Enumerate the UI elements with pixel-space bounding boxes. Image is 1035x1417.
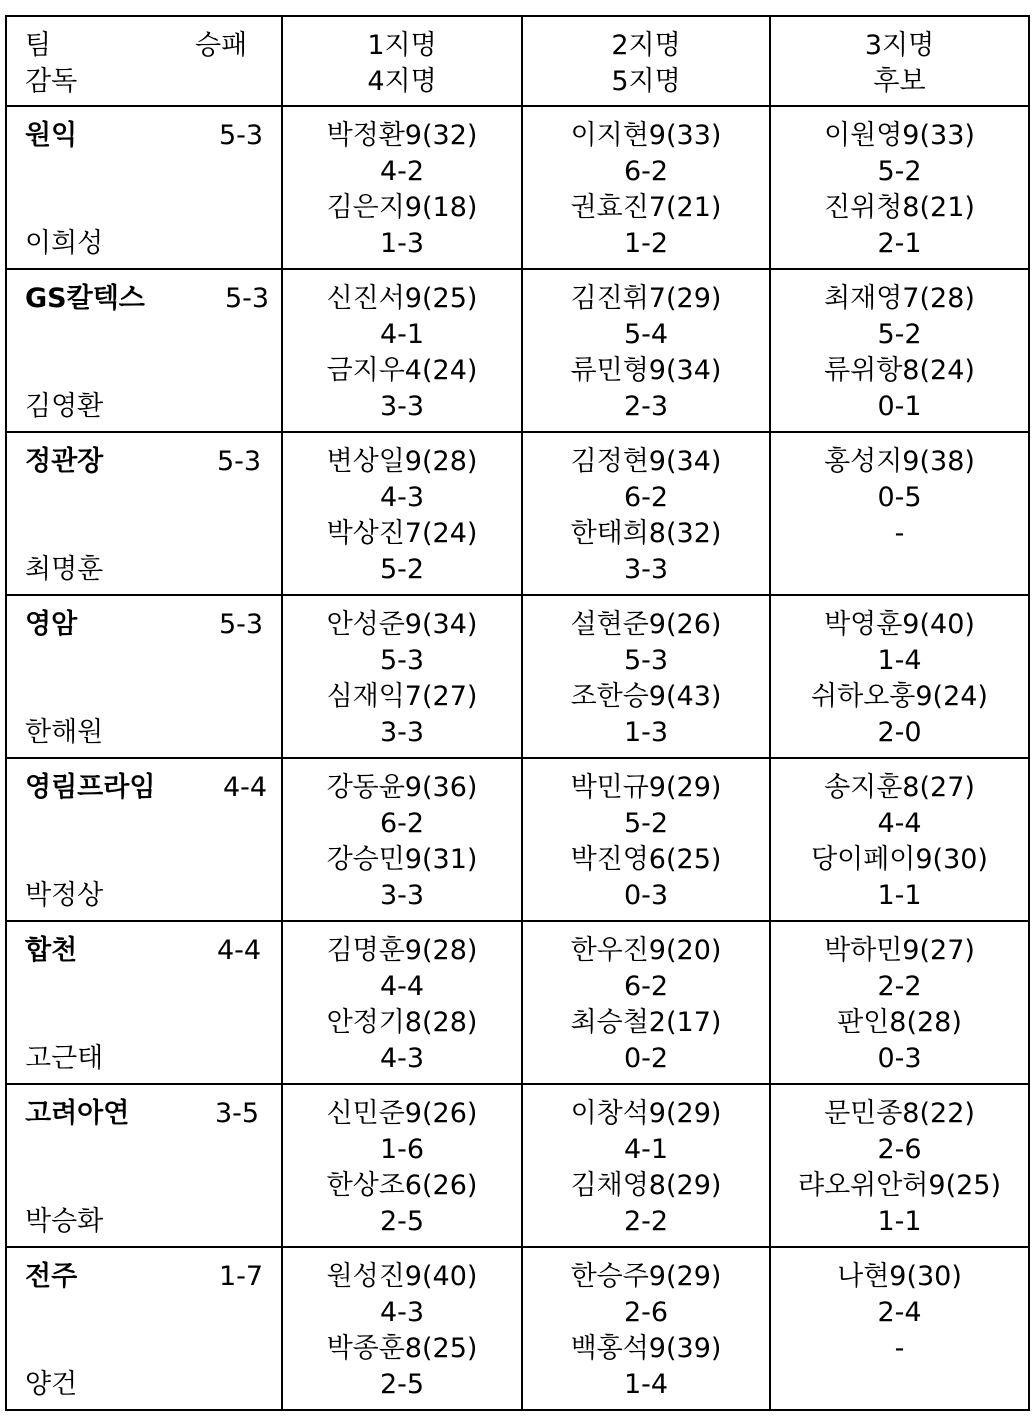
player-entry: 한상조6(26)	[326, 1170, 478, 1201]
pick-cell-3	[770, 1084, 1029, 1247]
player-entry: 나현9(30)	[837, 1261, 962, 1292]
player-record: 6-2	[623, 971, 669, 1002]
team-cell	[6, 269, 282, 432]
player-entry: 백홍석9(39)	[570, 1333, 722, 1364]
player-record: 1-2	[623, 228, 669, 259]
header-col2-line2: 5지명	[611, 66, 681, 97]
team-cell	[6, 921, 282, 1084]
player-entry: 강승민9(31)	[326, 844, 478, 875]
player-entry: 김명훈9(28)	[326, 935, 478, 966]
pick-cell-1	[282, 595, 522, 758]
player-record: 2-0	[877, 717, 922, 748]
player-entry: 조한승9(43)	[570, 681, 722, 712]
player-entry: 홍성지9(38)	[824, 446, 975, 477]
pick-cell-3	[770, 1247, 1029, 1410]
team-record: 5-3	[217, 446, 262, 477]
pick-cell-2	[522, 1247, 770, 1410]
pick-cell-3	[770, 106, 1029, 269]
player-entry: 변상일9(28)	[326, 446, 478, 477]
header-team-label: 팀	[25, 30, 52, 61]
player-entry: 권효진7(21)	[570, 192, 722, 223]
team-name: 전주	[25, 1261, 78, 1292]
team-name: 영암	[25, 609, 78, 640]
player-record: 5-2	[623, 808, 669, 839]
player-record	[771, 1367, 1028, 1403]
player-entry: 박진영6(25)	[570, 844, 722, 875]
player-record: 0-1	[877, 391, 922, 422]
player-entry: 설현준9(26)	[570, 609, 722, 640]
pick-cell-3	[770, 432, 1029, 595]
player-record: 5-2	[877, 156, 922, 187]
pick-cell-1	[282, 1247, 522, 1410]
player-record: 0-5	[877, 482, 922, 513]
player-entry: 박하민9(27)	[824, 935, 975, 966]
player-entry: 박민규9(29)	[570, 772, 722, 803]
player-record: 2-5	[379, 1206, 425, 1237]
team-name: 원익	[25, 120, 78, 151]
player-entry: 안성준9(34)	[326, 609, 478, 640]
player-record: 1-6	[379, 1134, 425, 1165]
player-entry: 쉬하오훙9(24)	[811, 681, 988, 712]
player-record: 0-3	[877, 1043, 922, 1074]
team-row	[6, 1084, 1029, 1247]
team-row	[6, 595, 1029, 758]
coach-name: 고근태	[25, 1043, 104, 1074]
coach-name: 한해원	[25, 717, 104, 748]
player-record: 2-6	[877, 1134, 922, 1165]
team-name: 합천	[25, 935, 78, 966]
player-record: 1-3	[379, 228, 425, 259]
player-entry: 판인8(28)	[837, 1007, 962, 1038]
pick-cell-2	[522, 269, 770, 432]
player-entry: 한승주9(29)	[570, 1261, 722, 1292]
coach-name: 최명훈	[25, 554, 104, 585]
header-col1-line2: 4지명	[367, 66, 437, 97]
player-entry: 류위항8(24)	[824, 355, 975, 386]
player-record: 3-3	[379, 391, 425, 422]
header-col3-line2: 후보	[873, 66, 926, 97]
player-entry: 한태희8(32)	[570, 518, 722, 549]
player-record: 5-4	[623, 319, 669, 350]
team-record: 4-4	[223, 772, 268, 803]
pick-cell-1	[282, 106, 522, 269]
player-record: 2-2	[877, 971, 922, 1002]
player-record: 4-3	[379, 1297, 425, 1328]
player-record	[771, 552, 1028, 588]
pick-cell-1	[282, 432, 522, 595]
header-coach-label: 감독	[25, 66, 78, 97]
player-entry: 김채영8(29)	[570, 1170, 722, 1201]
player-record: 6-2	[623, 482, 669, 513]
player-entry: 김은지9(18)	[326, 192, 478, 223]
header-col1-line1: 1지명	[367, 30, 437, 61]
player-record: 2-5	[379, 1369, 425, 1400]
player-record: 2-6	[623, 1297, 669, 1328]
coach-name: 양건	[25, 1369, 78, 1400]
team-row	[6, 921, 1029, 1084]
team-cell	[6, 432, 282, 595]
player-record: 2-2	[623, 1206, 669, 1237]
player-entry: 이창석9(29)	[570, 1098, 722, 1129]
team-name: 고려아연	[25, 1098, 130, 1129]
team-record: 5-3	[219, 120, 264, 151]
pick-cell-1	[282, 921, 522, 1084]
team-cell	[6, 106, 282, 269]
player-record: 0-2	[623, 1043, 669, 1074]
team-cell	[6, 1084, 282, 1247]
team-row	[6, 432, 1029, 595]
header-col3-line1: 3지명	[864, 30, 935, 61]
player-record: 5-2	[877, 319, 922, 350]
header-pick-3-reserve	[770, 16, 1029, 106]
team-name: 정관장	[25, 446, 104, 477]
player-entry: 진위청8(21)	[824, 192, 975, 223]
pick-cell-1	[282, 758, 522, 921]
team-record: 4-4	[217, 935, 262, 966]
player-record: 6-2	[379, 808, 425, 839]
player-entry: 원성진9(40)	[326, 1261, 478, 1292]
player-record: 1-3	[623, 717, 669, 748]
player-entry: 심재익7(27)	[326, 681, 478, 712]
pick-cell-2	[522, 758, 770, 921]
player-entry: 박종훈8(25)	[326, 1333, 478, 1364]
coach-name: 김영환	[25, 391, 104, 422]
player-record: 1-1	[877, 880, 922, 911]
team-cell	[6, 758, 282, 921]
player-record: 4-4	[877, 808, 922, 839]
team-row	[6, 106, 1029, 269]
team-row	[6, 1247, 1029, 1410]
header-row	[6, 16, 1029, 106]
player-record: 1-4	[877, 645, 922, 676]
player-record: 4-3	[379, 482, 425, 513]
pick-cell-3	[770, 758, 1029, 921]
coach-name: 박승화	[25, 1206, 104, 1237]
team-record: 3-5	[215, 1098, 260, 1129]
player-record: 5-2	[379, 554, 425, 585]
league-roster-table	[5, 15, 1030, 1411]
pick-cell-3	[770, 921, 1029, 1084]
player-record: 3-3	[379, 717, 425, 748]
player-record: 4-4	[379, 971, 425, 1002]
header-record-label: 승패	[195, 30, 248, 61]
header-col2-line1: 2지명	[611, 30, 681, 61]
player-record: 1-4	[623, 1369, 669, 1400]
player-entry: 이지현9(33)	[570, 120, 722, 151]
header-team-cell	[6, 16, 282, 106]
pick-cell-1	[282, 269, 522, 432]
player-record: 2-3	[623, 391, 669, 422]
player-record: 5-3	[623, 645, 669, 676]
player-entry: 최재영7(28)	[824, 283, 975, 314]
player-entry: -	[894, 518, 905, 549]
player-entry: 당이페이9(30)	[811, 844, 988, 875]
pick-cell-3	[770, 595, 1029, 758]
player-record: 2-1	[877, 228, 922, 259]
team-cell	[6, 1247, 282, 1410]
player-entry: 김진휘7(29)	[570, 283, 722, 314]
player-record: 6-2	[623, 156, 669, 187]
team-row	[6, 269, 1029, 432]
pick-cell-2	[522, 1084, 770, 1247]
pick-cell-2	[522, 921, 770, 1084]
team-record: 5-3	[219, 609, 264, 640]
header-pick-1-4	[282, 16, 522, 106]
player-entry: 송지훈8(27)	[824, 772, 975, 803]
player-record: 3-3	[623, 554, 669, 585]
team-record: 5-3	[225, 283, 270, 314]
team-name: GS칼텍스	[25, 283, 145, 314]
team-name: 영림프라임	[25, 772, 156, 803]
team-record: 1-7	[219, 1261, 264, 1292]
player-entry: 박상진7(24)	[326, 518, 478, 549]
player-entry: 류민형9(34)	[570, 355, 722, 386]
coach-name: 이희성	[25, 228, 104, 259]
player-entry: 랴오위안허9(25)	[797, 1170, 1001, 1201]
player-record: 1-1	[877, 1206, 922, 1237]
pick-cell-3	[770, 269, 1029, 432]
player-record: 2-4	[877, 1297, 922, 1328]
player-entry: 문민종8(22)	[824, 1098, 975, 1129]
pick-cell-2	[522, 106, 770, 269]
player-record: 4-1	[623, 1134, 669, 1165]
coach-name: 박정상	[25, 880, 104, 911]
player-entry: 박영훈9(40)	[824, 609, 975, 640]
player-entry: 김정현9(34)	[570, 446, 722, 477]
pick-cell-2	[522, 595, 770, 758]
pick-cell-2	[522, 432, 770, 595]
player-record: 4-1	[379, 319, 425, 350]
player-record: 4-3	[379, 1043, 425, 1074]
player-entry: -	[894, 1333, 905, 1364]
player-record: 0-3	[623, 880, 669, 911]
player-entry: 최승철2(17)	[570, 1007, 722, 1038]
player-record: 4-2	[379, 156, 425, 187]
player-entry: 신민준9(26)	[326, 1098, 478, 1129]
player-record: 5-3	[379, 645, 425, 676]
player-entry: 한우진9(20)	[570, 935, 722, 966]
player-entry: 신진서9(25)	[326, 283, 478, 314]
team-row	[6, 758, 1029, 921]
player-entry: 금지우4(24)	[326, 355, 478, 386]
player-entry: 박정환9(32)	[326, 120, 478, 151]
player-entry: 안정기8(28)	[326, 1007, 478, 1038]
player-entry: 이원영9(33)	[824, 120, 975, 151]
header-pick-2-5	[522, 16, 770, 106]
pick-cell-1	[282, 1084, 522, 1247]
player-entry: 강동윤9(36)	[326, 772, 478, 803]
player-record: 3-3	[379, 880, 425, 911]
team-cell	[6, 595, 282, 758]
